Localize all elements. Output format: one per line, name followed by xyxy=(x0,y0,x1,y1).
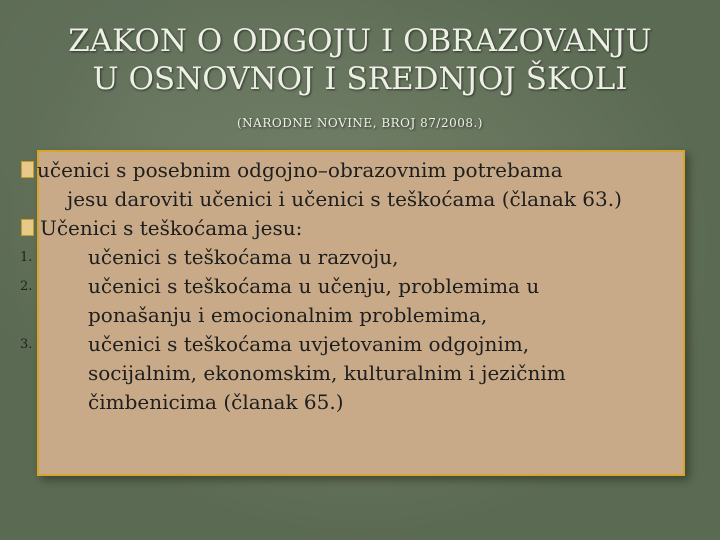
numbered-item-2 xyxy=(0,272,720,301)
item-number: 2. xyxy=(20,279,33,294)
slide-title xyxy=(0,22,720,98)
numbered-item-3-cont xyxy=(0,388,720,417)
item-text: učenici s teškoćama uvjetovanim odgojnim, xyxy=(88,332,530,356)
numbered-item-2-cont xyxy=(0,301,720,330)
item-number: 1. xyxy=(20,250,33,265)
bullet-text: Učenici s teškoćama jesu: xyxy=(40,216,303,240)
bullet-text: jesu daroviti učenici i učenici s teškoćama (članak 63.) xyxy=(67,187,622,211)
item-text: učenici s teškoćama u razvoju, xyxy=(88,245,399,269)
numbered-item-3-cont xyxy=(0,359,720,388)
item-text: ponašanju i emocionalnim problemima, xyxy=(88,303,488,327)
bullet-marker-icon xyxy=(21,161,34,178)
bullet-item-2 xyxy=(0,214,720,243)
slide-subtitle: (NARODNE NOVINE, BROJ 87/2008.) xyxy=(236,116,483,130)
bullet-item-1-cont xyxy=(0,185,720,214)
bullet-item-1 xyxy=(0,156,720,185)
item-number: 3. xyxy=(20,337,33,352)
numbered-item-1 xyxy=(0,243,720,272)
item-text: socijalnim, ekonomskim, kulturalnim i jezičnim xyxy=(88,361,566,385)
content-text xyxy=(0,156,720,417)
item-text: čimbenicima (članak 65.) xyxy=(88,390,344,414)
title-line-1: ZAKON O ODGOJU I OBRAZOVANJU xyxy=(68,23,652,59)
numbered-item-3 xyxy=(0,330,720,359)
item-text: učenici s teškoćama u učenju, problemima u xyxy=(88,274,540,298)
bullet-text: učenici s posebnim odgojno–obrazovnim potrebama xyxy=(37,158,563,182)
bullet-marker-icon xyxy=(21,219,34,236)
title-line-2: U OSNOVNOJ I SREDNJOJ ŠKOLI xyxy=(92,61,628,97)
